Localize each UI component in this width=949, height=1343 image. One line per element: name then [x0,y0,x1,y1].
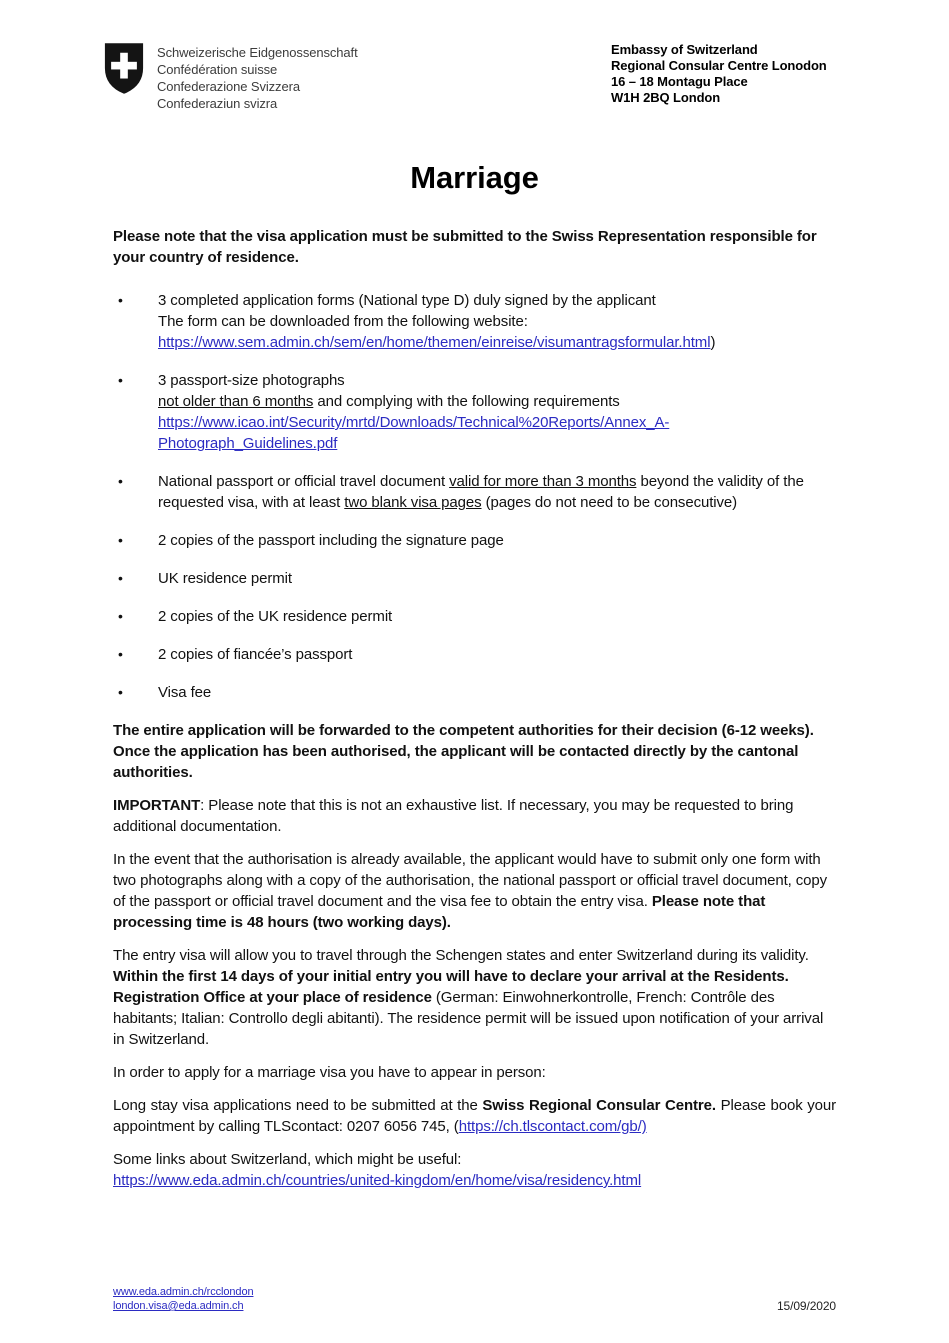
logo-wordmark [157,42,358,112]
long-stay-text-2: Please book your appointment by calling TLScontact: 0207 6056 745, ( [113,1097,837,1135]
logo-line-rm: Confederaziun svizra [157,96,278,111]
address-line-1: Embassy of Switzerland [611,42,758,57]
bullet-2-text-2: and complying with the following requirements [313,393,620,410]
swiss-shield-icon [103,42,145,100]
bullet-1-text: 3 completed application forms (National type D) duly signed by the applicant [158,292,656,309]
logo-line-fr: Confédération suisse [157,62,278,77]
requirements-list [113,290,836,703]
useful-links-paragraph [113,1149,836,1191]
bullet-icon: • [118,292,123,308]
long-stay-text: Long stay visa applications need to be submitted at the [113,1097,483,1114]
page-title: Marriage [410,160,539,195]
bullet-4-text: 2 copies of the passport including the signature page [158,532,504,549]
bullet-3-text-3: (pages do not need to be consecutive) [481,494,738,511]
bullet-icon: • [118,532,123,548]
list-item [113,471,836,513]
document-date: 15/09/2020 [776,1299,836,1313]
logo-line-de: Schweizerische Eidgenossenschaft [157,45,358,60]
page-footer [113,1285,836,1313]
bullet-3-text: National passport or official travel document [158,473,450,490]
entry-visa-text-2: (German: Einwohnerkontrolle, French: Contrôle des habitants; Italian: Controllo degli abitanti). The residence permit will be issued upon notification of your arrival in Switzerland. [113,989,824,1048]
useful-links-text: Some links about Switzerland, which might be useful: [113,1151,462,1168]
bullet-3-underlined-1: valid for more than 3 months [449,473,637,490]
bullet-icon: • [118,570,123,586]
entry-visa-paragraph [113,945,836,1050]
bullet-icon: • [118,372,123,388]
authorisation-text: In the event that the authorisation is already available, the applicant would have to submit only one form with two photographs along with a copy of the authorisation, the national passport or official travel document, copy of the passport or official travel document and the visa fee to obtain the entry visa. [113,851,828,910]
page-header [113,42,836,112]
intro-paragraph: Please note that the visa application must be submitted to the Swiss Representation responsible for your country of residence. [113,228,817,266]
bullet-1-paren: ) [710,334,716,351]
list-item [113,370,836,454]
list-item [113,644,836,665]
important-label: IMPORTANT [113,797,201,814]
bullet-icon: • [118,684,123,700]
list-item [113,530,836,551]
list-item [113,290,836,353]
bullet-icon: • [118,608,123,624]
bullet-3-text-2: beyond the validity of the requested visa, with at least [158,473,804,511]
logo-line-it: Confederazione Svizzera [157,79,300,94]
important-paragraph [113,795,836,837]
entry-visa-text: The entry visa will allow you to travel through the Schengen states and enter Switzerland during its validity. [113,947,809,964]
address-line-4: W1H 2BQ London [611,90,721,105]
bullet-2-underlined: not older than 6 months [158,393,314,410]
london-visa-email-link[interactable]: london.visa@eda.admin.ch [113,1300,244,1312]
address-line-3: 16 – 18 Montagu Place [611,74,748,89]
address-line-2: Regional Consular Centre Lonodon [611,58,827,73]
list-item [113,606,836,627]
consular-centre-bold: Swiss Regional Consular Centre. [482,1097,716,1114]
swiss-confederation-logo [103,42,358,112]
long-stay-paragraph [113,1095,836,1137]
bullet-8-text: Visa fee [158,684,212,701]
bullet-1-text-2: The form can be downloaded from the following website: [158,313,528,330]
bullet-3-underlined-2: two blank visa pages [344,494,482,511]
list-item [113,682,836,703]
bullet-5-text: UK residence permit [158,570,292,587]
embassy-address [611,42,836,106]
rcclondon-website-link[interactable]: www.eda.admin.ch/rcclondon [113,1286,254,1298]
sem-application-form-link[interactable]: https://www.sem.admin.ch/sem/en/home/themen/einreise/visumantragsformular.html [158,334,711,351]
important-text: : Please note that this is not an exhaustive list. If necessary, you may be requested to bring additional documentation. [113,797,794,835]
tlscontact-link[interactable]: https://ch.tlscontact.com/gb/) [458,1118,647,1135]
processing-time-bold: Please note that processing time is 48 hours (two working days). [113,893,766,931]
bullet-2-text: 3 passport-size photographs [158,372,345,389]
bullet-7-text: 2 copies of fiancée’s passport [158,646,353,663]
eda-residency-link[interactable]: https://www.eda.admin.ch/countries/united-kingdom/en/home/visa/residency.html [113,1172,642,1189]
list-item [113,568,836,589]
forwarding-notice-paragraph: The entire application will be forwarded to the competent authorities for their decision (6-12 weeks). Once the application has been authorised, the applicant will be contacted directly by the cantonal authorities. [113,722,814,781]
bullet-icon: • [118,473,123,489]
appear-in-person-paragraph: In order to apply for a marriage visa you have to appear in person: [113,1064,546,1081]
declare-arrival-bold: Within the first 14 days of your initial entry you will have to declare your arrival at the Residents. Registration Office at your place of residence [113,968,789,1006]
bullet-6-text: 2 copies of the UK residence permit [158,608,393,625]
icao-photo-guidelines-link[interactable]: https://www.icao.int/Security/mrtd/Downloads/Technical%20Reports/Annex_A-Photograph_Guidelines.pdf [158,414,670,452]
authorisation-paragraph [113,849,836,933]
bullet-icon: • [118,646,123,662]
footer-links [113,1285,253,1313]
